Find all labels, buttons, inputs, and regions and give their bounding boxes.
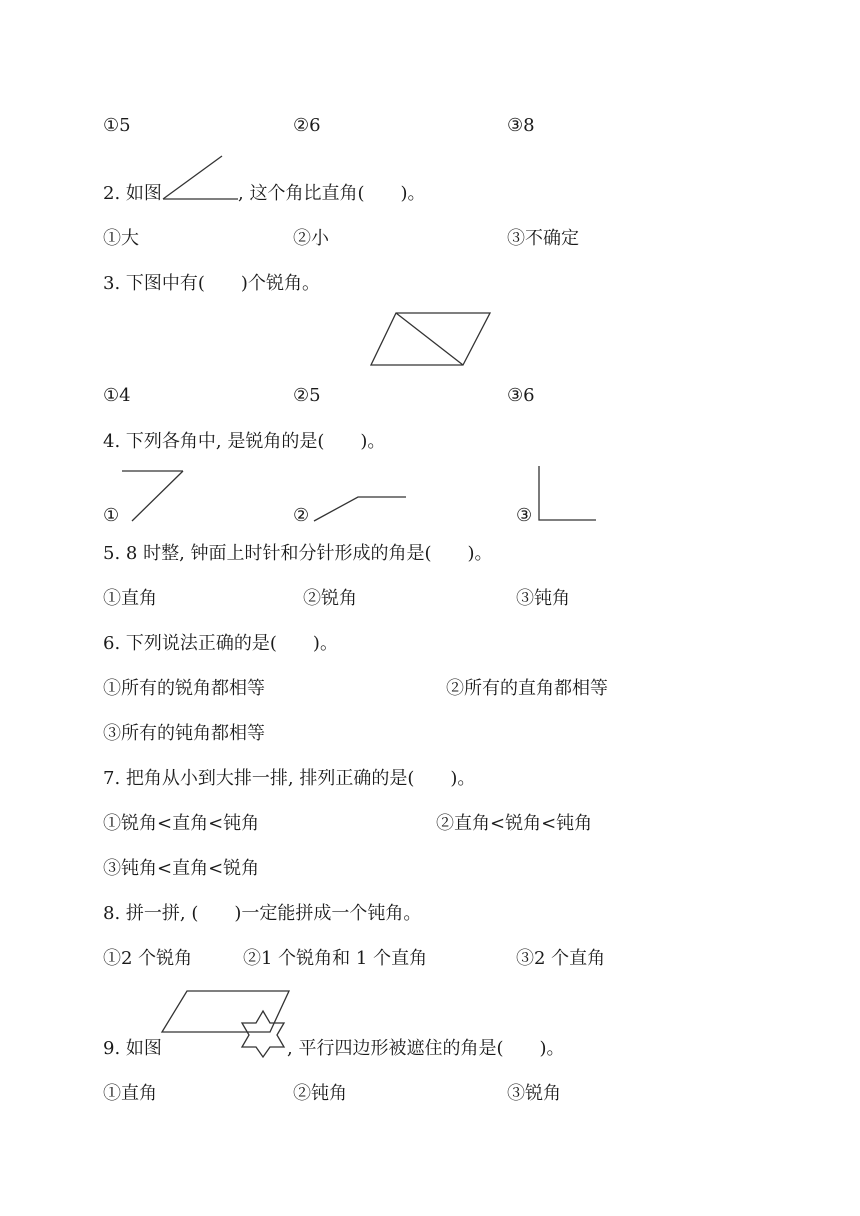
q3-option-1: ①4: [103, 385, 131, 406]
q9-option-2: ②钝角: [293, 1083, 347, 1104]
q9-covered-parallelogram-figure: [160, 986, 292, 1058]
q1-option-1: ①5: [103, 115, 131, 136]
q6-option-2: ②所有的直角都相等: [446, 678, 608, 699]
q5-option-2: ②锐角: [303, 588, 357, 609]
q6-option-3: ③所有的钝角都相等: [103, 723, 265, 744]
q1-option-3: ③8: [507, 115, 535, 136]
q9-option-1: ①直角: [103, 1083, 157, 1104]
q4-option-label-3: ③: [516, 505, 533, 526]
q9-option-3: ③锐角: [507, 1083, 561, 1104]
q7-option-1: ①锐角<直角<钝角: [103, 813, 260, 834]
q2-option-2: ②小: [293, 228, 329, 249]
q3-parallelogram-figure: [369, 311, 493, 367]
q8-option-2: ②1 个锐角和 1 个直角: [243, 948, 428, 969]
q2-acute-angle-figure: [160, 153, 240, 203]
q5-question: 5. 8 时整, 钟面上时针和分针形成的角是( )。: [103, 543, 493, 564]
q4-question: 4. 下列各角中, 是锐角的是( )。: [103, 431, 386, 452]
q8-option-3: ③2 个直角: [516, 948, 606, 969]
q5-option-1: ①直角: [103, 588, 157, 609]
q3-option-2: ②5: [293, 385, 321, 406]
q4-angle-2-figure: [312, 494, 408, 524]
q4-option-label-2: ②: [293, 505, 310, 526]
q1-option-2: ②6: [293, 115, 321, 136]
q9-suffix: , 平行四边形被遮住的角是( )。: [287, 1038, 565, 1059]
q2-suffix: , 这个角比直角( )。: [238, 183, 426, 204]
q8-question: 8. 拼一拼, ( )一定能拼成一个钝角。: [103, 903, 422, 924]
q7-option-3: ③钝角<直角<锐角: [103, 858, 260, 879]
q2-option-3: ③不确定: [507, 228, 579, 249]
q3-question: 3. 下图中有( )个锐角。: [103, 273, 320, 294]
q3-option-3: ③6: [507, 385, 535, 406]
q7-question: 7. 把角从小到大排一排, 排列正确的是( )。: [103, 768, 476, 789]
q9-prefix: 9. 如图: [103, 1038, 162, 1059]
q4-angle-1-figure: [120, 468, 186, 524]
q2-option-1: ①大: [103, 228, 139, 249]
q2-prefix: 2. 如图: [103, 183, 162, 204]
q6-option-1: ①所有的锐角都相等: [103, 678, 265, 699]
q8-option-1: ①2 个锐角: [103, 948, 193, 969]
q7-option-2: ②直角<锐角<钝角: [436, 813, 593, 834]
q4-right-angle-figure: [536, 464, 598, 522]
q5-option-3: ③钝角: [516, 588, 570, 609]
q4-option-label-1: ①: [103, 505, 120, 526]
q6-question: 6. 下列说法正确的是( )。: [103, 633, 338, 654]
